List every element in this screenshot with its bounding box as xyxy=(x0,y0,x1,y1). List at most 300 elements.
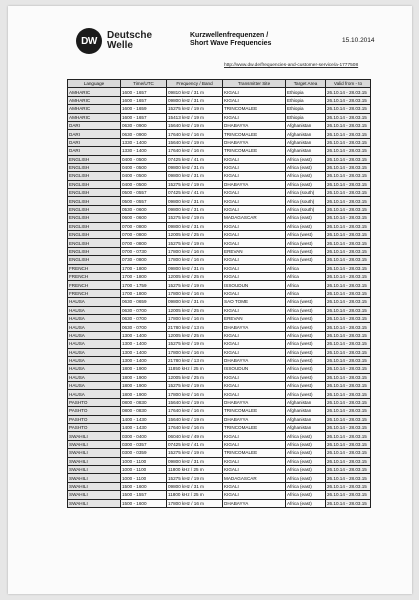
cell-frequency: 15640 kHz / 19 m xyxy=(167,121,223,129)
cell-time: 1700 - 1800 xyxy=(121,289,167,297)
cell-target: Africa (west) xyxy=(286,340,326,348)
cell-target: Africa (west) xyxy=(286,348,326,356)
cell-target: Africa (east) xyxy=(286,180,326,188)
cell-time: 1700 - 1800 xyxy=(121,272,167,280)
cell-target: Africa (west) xyxy=(286,306,326,314)
header-target: Target Area xyxy=(286,80,326,88)
cell-transmitter: KIGALI xyxy=(223,163,286,171)
cell-transmitter: ISSOUDUN xyxy=(223,281,286,289)
cell-valid: 26.10.14 - 28.03.15 xyxy=(326,281,371,289)
cell-language: HAUSA xyxy=(68,314,121,322)
cell-valid: 26.10.14 - 28.03.15 xyxy=(326,147,371,155)
table-row xyxy=(68,382,371,390)
cell-language: ENGLISH xyxy=(68,205,121,213)
cell-transmitter: KIGALI xyxy=(223,155,286,163)
table-row xyxy=(68,272,371,280)
cell-language: SWAHILI xyxy=(68,449,121,457)
table-row xyxy=(68,499,371,507)
cell-frequency: 15640 kHz / 19 m xyxy=(167,415,223,423)
cell-time: 0630 - 0900 xyxy=(121,130,167,138)
cell-transmitter: MADAGASCAR xyxy=(223,474,286,482)
cell-language: AMHARIC xyxy=(68,96,121,104)
cell-time: 0700 - 0800 xyxy=(121,231,167,239)
header-valid: Valid from - to xyxy=(326,80,371,88)
cell-valid: 26.10.14 - 28.03.15 xyxy=(326,331,371,339)
cell-language: SWAHILI xyxy=(68,465,121,473)
cell-target: Africa (east) xyxy=(286,440,326,448)
cell-language: SWAHILI xyxy=(68,440,121,448)
source-url[interactable]: http://www.dw.de/frequencies-and-customer-service/a-1777508 xyxy=(224,63,359,68)
table-row xyxy=(68,96,371,104)
cell-transmitter: ISSOUDUN xyxy=(223,365,286,373)
cell-target: Africa (west) xyxy=(286,256,326,264)
cell-language: SWAHILI xyxy=(68,491,121,499)
cell-frequency: 17640 kHz / 16 m xyxy=(167,130,223,138)
table-row xyxy=(68,189,371,197)
cell-transmitter: EREVAN xyxy=(223,247,286,255)
cell-target: Africa (east) xyxy=(286,172,326,180)
cell-frequency: 09800 kHz / 31 m xyxy=(167,96,223,104)
logo-line-2: Welle xyxy=(107,40,133,51)
cell-valid: 26.10.14 - 28.03.15 xyxy=(326,298,371,306)
cell-target: Africa (east) xyxy=(286,474,326,482)
table-header-row xyxy=(68,80,371,88)
cell-transmitter: KIGALI xyxy=(223,340,286,348)
cell-transmitter: KIGALI xyxy=(223,373,286,381)
cell-transmitter: KIGALI xyxy=(223,256,286,264)
cell-language: HAUSA xyxy=(68,298,121,306)
table-row xyxy=(68,105,371,113)
table-row xyxy=(68,88,371,96)
cell-transmitter: TRINCOMALEE xyxy=(223,407,286,415)
table-row xyxy=(68,432,371,440)
cell-valid: 26.10.14 - 28.03.15 xyxy=(326,214,371,222)
cell-valid: 26.10.14 - 28.03.15 xyxy=(326,348,371,356)
cell-language: SWAHILI xyxy=(68,482,121,490)
cell-frequency: 21780 kHz / 13 m xyxy=(167,323,223,331)
cell-time: 0500 - 0557 xyxy=(121,197,167,205)
cell-language: HAUSA xyxy=(68,382,121,390)
document-title xyxy=(190,32,271,48)
cell-target: Africa (east) xyxy=(286,465,326,473)
cell-frequency: 15275 kHz / 19 m xyxy=(167,340,223,348)
cell-time: 0700 - 0800 xyxy=(121,222,167,230)
cell-target: Afghanistan xyxy=(286,415,326,423)
cell-language: AMHARIC xyxy=(68,105,121,113)
cell-frequency: 09800 kHz / 31 m xyxy=(167,172,223,180)
table-row xyxy=(68,415,371,423)
cell-time: 0730 - 0800 xyxy=(121,256,167,264)
table-row xyxy=(68,390,371,398)
cell-transmitter: KIGALI xyxy=(223,289,286,297)
cell-target: Afghanistan xyxy=(286,121,326,129)
cell-language: HAUSA xyxy=(68,323,121,331)
cell-frequency: 17800 kHz / 16 m xyxy=(167,256,223,264)
cell-target: Africa (east) xyxy=(286,499,326,507)
cell-time: 1000 - 1100 xyxy=(121,465,167,473)
cell-valid: 26.10.14 - 28.03.15 xyxy=(326,155,371,163)
cell-time: 1500 - 1600 xyxy=(121,482,167,490)
cell-target: Africa (west) xyxy=(286,247,326,255)
cell-language: ENGLISH xyxy=(68,231,121,239)
cell-valid: 26.10.14 - 28.03.15 xyxy=(326,289,371,297)
table-row xyxy=(68,340,371,348)
cell-frequency: 17800 kHz / 16 m xyxy=(167,348,223,356)
cell-transmitter: DHABAYYA xyxy=(223,121,286,129)
cell-valid: 26.10.14 - 28.03.15 xyxy=(326,130,371,138)
cell-transmitter: KIGALI xyxy=(223,348,286,356)
cell-frequency: 06040 kHz / 49 m xyxy=(167,432,223,440)
header-language: Language xyxy=(68,80,121,88)
cell-language: PASHTO xyxy=(68,398,121,406)
cell-valid: 26.10.14 - 28.03.15 xyxy=(326,491,371,499)
cell-valid: 26.10.14 - 28.03.15 xyxy=(326,197,371,205)
cell-valid: 26.10.14 - 28.03.15 xyxy=(326,314,371,322)
cell-language: HAUSA xyxy=(68,373,121,381)
cell-frequency: 17640 kHz / 16 m xyxy=(167,424,223,432)
cell-frequency: 15275 kHz / 19 m xyxy=(167,105,223,113)
header-transmitter: Transmitter Site xyxy=(223,80,286,88)
cell-transmitter: KIGALI xyxy=(223,222,286,230)
cell-transmitter: EREVAN xyxy=(223,314,286,322)
cell-transmitter: TRINCOMALEE xyxy=(223,449,286,457)
cell-valid: 26.10.14 - 28.03.15 xyxy=(326,306,371,314)
table-row xyxy=(68,121,371,129)
cell-valid: 26.10.14 - 28.03.15 xyxy=(326,474,371,482)
cell-time: 1000 - 1100 xyxy=(121,474,167,482)
cell-target: Africa (west) xyxy=(286,314,326,322)
cell-target: Africa xyxy=(286,289,326,297)
cell-time: 0300 - 0400 xyxy=(121,432,167,440)
table-row xyxy=(68,356,371,364)
cell-frequency: 15275 kHz / 19 m xyxy=(167,281,223,289)
cell-transmitter: DHABAYYA xyxy=(223,356,286,364)
cell-language: DARI xyxy=(68,147,121,155)
cell-frequency: 09800 kHz / 31 m xyxy=(167,264,223,272)
cell-time: 1400 - 1430 xyxy=(121,424,167,432)
cell-valid: 26.10.14 - 28.03.15 xyxy=(326,189,371,197)
table-row xyxy=(68,247,371,255)
title-line-1: Kurzwellenfrequenzen / xyxy=(190,32,269,39)
cell-target: Ethiopia xyxy=(286,113,326,121)
cell-target: Africa (west) xyxy=(286,323,326,331)
cell-transmitter: DHABAYYA xyxy=(223,415,286,423)
table-row xyxy=(68,331,371,339)
cell-valid: 26.10.14 - 28.03.15 xyxy=(326,415,371,423)
cell-frequency: 11800 kHz / 25 m xyxy=(167,491,223,499)
cell-target: Ethiopia xyxy=(286,105,326,113)
cell-language: PASHTO xyxy=(68,407,121,415)
table-row xyxy=(68,365,371,373)
table-row xyxy=(68,323,371,331)
cell-valid: 26.10.14 - 28.03.15 xyxy=(326,356,371,364)
cell-time: 1700 - 1759 xyxy=(121,281,167,289)
cell-valid: 26.10.14 - 28.03.15 xyxy=(326,407,371,415)
table-row xyxy=(68,239,371,247)
cell-language: ENGLISH xyxy=(68,214,121,222)
cell-target: Africa (west) xyxy=(286,373,326,381)
logo-line-1: Deutsche xyxy=(107,30,153,41)
table-row xyxy=(68,289,371,297)
cell-language: ENGLISH xyxy=(68,189,121,197)
cell-valid: 26.10.14 - 28.03.15 xyxy=(326,96,371,104)
header-frequency: Frequency / Band xyxy=(167,80,223,88)
cell-target: Africa (east) xyxy=(286,222,326,230)
cell-time: 1600 - 1659 xyxy=(121,105,167,113)
cell-valid: 26.10.14 - 28.03.15 xyxy=(326,138,371,146)
cell-time: 0630 - 0900 xyxy=(121,121,167,129)
cell-time: 1600 - 1657 xyxy=(121,88,167,96)
cell-language: ENGLISH xyxy=(68,239,121,247)
cell-valid: 26.10.14 - 28.03.15 xyxy=(326,432,371,440)
cell-language: HAUSA xyxy=(68,306,121,314)
cell-language: AMHARIC xyxy=(68,113,121,121)
cell-time: 1800 - 1900 xyxy=(121,373,167,381)
cell-target: Africa (east) xyxy=(286,432,326,440)
cell-time: 0300 - 0359 xyxy=(121,449,167,457)
cell-target: Afghanistan xyxy=(286,130,326,138)
cell-language: SWAHILI xyxy=(68,457,121,465)
table-row xyxy=(68,491,371,499)
cell-language: ENGLISH xyxy=(68,163,121,171)
cell-transmitter: KIGALI xyxy=(223,189,286,197)
cell-frequency: 17800 kHz / 16 m xyxy=(167,390,223,398)
cell-time: 0630 - 0700 xyxy=(121,306,167,314)
cell-valid: 26.10.14 - 28.03.15 xyxy=(326,239,371,247)
cell-language: HAUSA xyxy=(68,340,121,348)
cell-transmitter: KIGALI xyxy=(223,382,286,390)
table-row xyxy=(68,138,371,146)
cell-language: ENGLISH xyxy=(68,222,121,230)
cell-valid: 26.10.14 - 28.03.15 xyxy=(326,440,371,448)
cell-transmitter: KIGALI xyxy=(223,457,286,465)
cell-time: 1500 - 1557 xyxy=(121,491,167,499)
cell-transmitter: KIGALI xyxy=(223,390,286,398)
cell-target: Africa xyxy=(286,272,326,280)
cell-language: ENGLISH xyxy=(68,256,121,264)
cell-language: FRENCH xyxy=(68,264,121,272)
cell-transmitter: KIGALI xyxy=(223,272,286,280)
cell-transmitter: KIGALI xyxy=(223,264,286,272)
cell-time: 1300 - 1400 xyxy=(121,356,167,364)
dw-logo-mark: DW xyxy=(76,28,102,54)
cell-language: SWAHILI xyxy=(68,474,121,482)
table-row xyxy=(68,398,371,406)
cell-target: Africa (east) xyxy=(286,457,326,465)
cell-frequency: 15275 kHz / 19 m xyxy=(167,180,223,188)
cell-language: HAUSA xyxy=(68,331,121,339)
cell-frequency: 17640 kHz / 16 m xyxy=(167,407,223,415)
cell-target: Ethiopia xyxy=(286,96,326,104)
cell-target: Africa (west) xyxy=(286,356,326,364)
cell-time: 1330 - 1400 xyxy=(121,138,167,146)
cell-valid: 26.10.14 - 28.03.15 xyxy=(326,340,371,348)
cell-time: 0630 - 0700 xyxy=(121,314,167,322)
table-row xyxy=(68,424,371,432)
cell-frequency: 15275 kHz / 19 m xyxy=(167,239,223,247)
cell-time: 0400 - 0500 xyxy=(121,180,167,188)
table-row xyxy=(68,130,371,138)
cell-valid: 26.10.14 - 28.03.15 xyxy=(326,382,371,390)
cell-language: HAUSA xyxy=(68,365,121,373)
table-row xyxy=(68,256,371,264)
cell-time: 0600 - 0600 xyxy=(121,214,167,222)
cell-target: Afghanistan xyxy=(286,138,326,146)
cell-valid: 26.10.14 - 28.03.15 xyxy=(326,231,371,239)
cell-frequency: 07425 kHz / 41 m xyxy=(167,440,223,448)
cell-valid: 26.10.14 - 28.03.15 xyxy=(326,398,371,406)
cell-target: Africa (east) xyxy=(286,449,326,457)
cell-frequency: 09810 kHz / 31 m xyxy=(167,88,223,96)
cell-valid: 26.10.14 - 28.03.15 xyxy=(326,121,371,129)
cell-time: 0400 - 0500 xyxy=(121,163,167,171)
cell-transmitter: KIGALI xyxy=(223,96,286,104)
table-row xyxy=(68,197,371,205)
cell-transmitter: DHABAYYA xyxy=(223,398,286,406)
cell-valid: 26.10.14 - 28.03.15 xyxy=(326,163,371,171)
cell-language: ENGLISH xyxy=(68,172,121,180)
cell-target: Africa (west) xyxy=(286,239,326,247)
cell-transmitter: KIGALI xyxy=(223,331,286,339)
table-row xyxy=(68,231,371,239)
cell-frequency: 15640 kHz / 19 m xyxy=(167,398,223,406)
cell-frequency: 11850 kHz / 25 m xyxy=(167,365,223,373)
cell-transmitter: KIGALI xyxy=(223,205,286,213)
cell-transmitter: KIGALI xyxy=(223,172,286,180)
table-row xyxy=(68,281,371,289)
cell-frequency: 15275 kHz / 19 m xyxy=(167,214,223,222)
cell-language: SWAHILI xyxy=(68,499,121,507)
table-row xyxy=(68,298,371,306)
cell-valid: 26.10.14 - 28.03.15 xyxy=(326,205,371,213)
cell-target: Africa (east) xyxy=(286,155,326,163)
cell-time: 0300 - 0357 xyxy=(121,440,167,448)
table-row xyxy=(68,180,371,188)
cell-frequency: 15275 kHz / 19 m xyxy=(167,474,223,482)
cell-transmitter: KIGALI xyxy=(223,432,286,440)
table-row xyxy=(68,440,371,448)
table-row xyxy=(68,264,371,272)
document-page xyxy=(8,6,412,594)
cell-transmitter: KIGALI xyxy=(223,197,286,205)
cell-target: Africa (east) xyxy=(286,163,326,171)
cell-transmitter: TRINCOMALEE xyxy=(223,105,286,113)
cell-frequency: 09800 kHz / 31 m xyxy=(167,205,223,213)
cell-transmitter: TRINCOMALEE xyxy=(223,147,286,155)
cell-target: Africa (south) xyxy=(286,205,326,213)
cell-language: FRENCH xyxy=(68,281,121,289)
cell-language: HAUSA xyxy=(68,390,121,398)
cell-valid: 26.10.14 - 28.03.15 xyxy=(326,247,371,255)
cell-valid: 26.10.14 - 28.03.15 xyxy=(326,222,371,230)
cell-transmitter: KIGALI xyxy=(223,88,286,96)
cell-target: Ethiopia xyxy=(286,88,326,96)
cell-time: 1600 - 1657 xyxy=(121,113,167,121)
cell-transmitter: KIGALI xyxy=(223,239,286,247)
cell-target: Africa (west) xyxy=(286,365,326,373)
cell-valid: 26.10.14 - 28.03.15 xyxy=(326,323,371,331)
cell-language: ENGLISH xyxy=(68,247,121,255)
cell-frequency: 21780 kHz / 13 m xyxy=(167,356,223,364)
cell-time: 0630 - 0700 xyxy=(121,323,167,331)
cell-target: Africa (east) xyxy=(286,214,326,222)
cell-valid: 26.10.14 - 28.03.15 xyxy=(326,499,371,507)
cell-valid: 26.10.14 - 28.03.15 xyxy=(326,264,371,272)
cell-transmitter: DHABAYYA xyxy=(223,180,286,188)
cell-frequency: 09800 kHz / 31 m xyxy=(167,298,223,306)
cell-language: ENGLISH xyxy=(68,155,121,163)
document-date: 15.10.2014 xyxy=(342,37,375,44)
cell-target: Africa (west) xyxy=(286,331,326,339)
cell-valid: 26.10.14 - 28.03.15 xyxy=(326,172,371,180)
cell-frequency: 17800 kHz / 16 m xyxy=(167,247,223,255)
title-line-2: Short Wave Frequencies xyxy=(190,40,272,47)
table-row xyxy=(68,314,371,322)
cell-target: Africa (west) xyxy=(286,382,326,390)
cell-frequency: 15275 kHz / 19 m xyxy=(167,382,223,390)
table-body xyxy=(68,88,371,508)
cell-valid: 26.10.14 - 28.03.15 xyxy=(326,390,371,398)
table-row xyxy=(68,155,371,163)
cell-language: HAUSA xyxy=(68,356,121,364)
cell-language: PASHTO xyxy=(68,424,121,432)
table-row xyxy=(68,482,371,490)
table-row xyxy=(68,113,371,121)
table-row xyxy=(68,407,371,415)
cell-target: Afghanistan xyxy=(286,407,326,415)
table-row xyxy=(68,373,371,381)
cell-transmitter: KIGALI xyxy=(223,482,286,490)
cell-time: 1700 - 1800 xyxy=(121,264,167,272)
cell-target: Africa (west) xyxy=(286,298,326,306)
dw-logo xyxy=(76,28,152,54)
cell-valid: 26.10.14 - 28.03.15 xyxy=(326,482,371,490)
cell-frequency: 17800 kHz / 16 m xyxy=(167,289,223,297)
dw-logo-text xyxy=(107,31,152,51)
table-row xyxy=(68,306,371,314)
cell-target: Africa xyxy=(286,281,326,289)
cell-frequency: 12005 kHz / 25 m xyxy=(167,331,223,339)
cell-frequency: 15640 kHz / 19 m xyxy=(167,138,223,146)
cell-valid: 26.10.14 - 28.03.15 xyxy=(326,373,371,381)
table-row xyxy=(68,449,371,457)
cell-time: 1300 - 1400 xyxy=(121,348,167,356)
cell-valid: 26.10.14 - 28.03.15 xyxy=(326,105,371,113)
cell-time: 1330 - 1400 xyxy=(121,147,167,155)
cell-frequency: 12005 kHz / 25 m xyxy=(167,272,223,280)
table-row xyxy=(68,222,371,230)
cell-target: Africa (east) xyxy=(286,491,326,499)
cell-language: AMHARIC xyxy=(68,88,121,96)
cell-target: Africa (west) xyxy=(286,390,326,398)
cell-language: FRENCH xyxy=(68,289,121,297)
table-row xyxy=(68,348,371,356)
cell-time: 1600 - 1657 xyxy=(121,96,167,104)
table-row xyxy=(68,474,371,482)
cell-frequency: 12005 kHz / 25 m xyxy=(167,373,223,381)
header-time: Time/UTC xyxy=(121,80,167,88)
cell-transmitter: KIGALI xyxy=(223,306,286,314)
cell-target: Africa (south) xyxy=(286,189,326,197)
cell-frequency: 09800 kHz / 31 m xyxy=(167,482,223,490)
table-row xyxy=(68,163,371,171)
cell-target: Africa xyxy=(286,264,326,272)
cell-transmitter: DHABAYYA xyxy=(223,138,286,146)
cell-valid: 26.10.14 - 28.03.15 xyxy=(326,449,371,457)
cell-valid: 26.10.14 - 28.03.15 xyxy=(326,88,371,96)
cell-transmitter: MADAGASCAR xyxy=(223,214,286,222)
cell-transmitter: KIGALI xyxy=(223,491,286,499)
